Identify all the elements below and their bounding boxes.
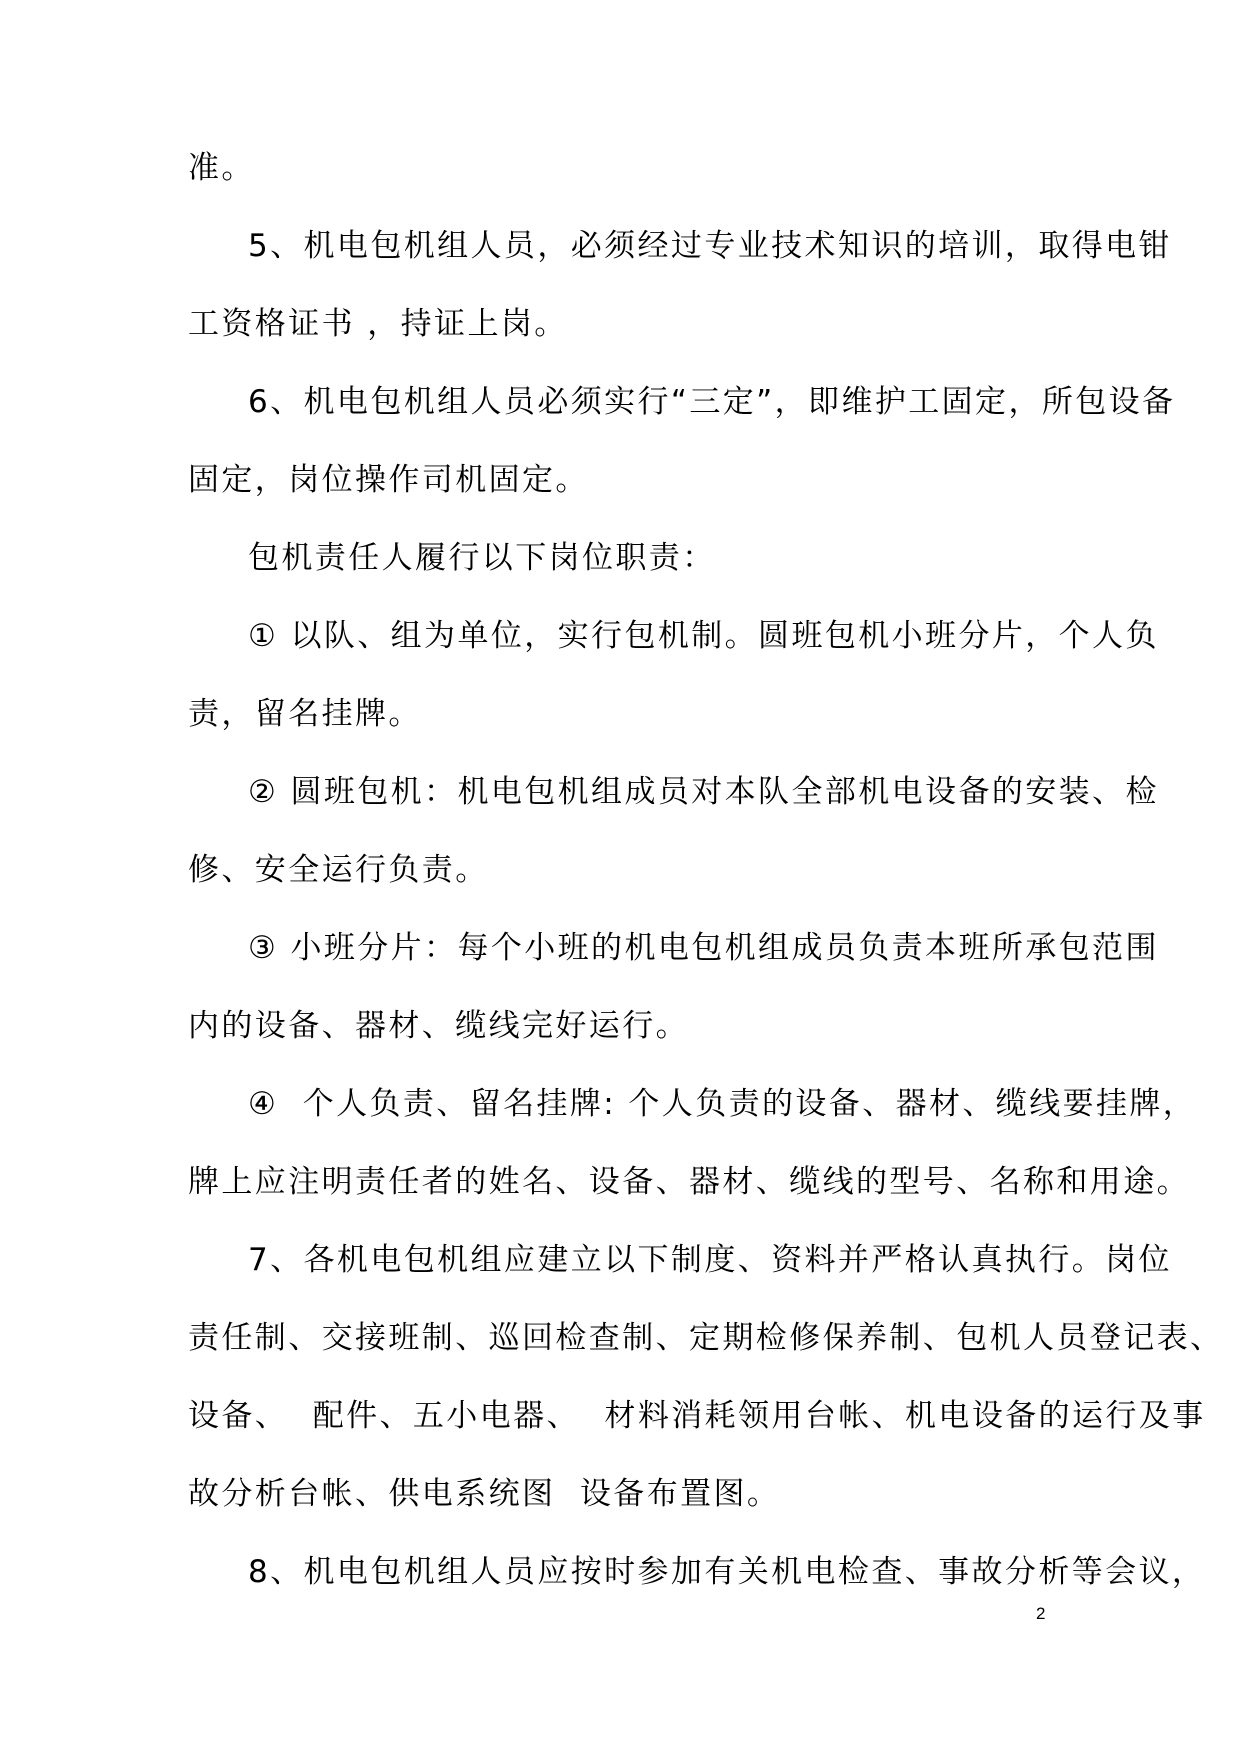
duty-1-line-2: 责，留名挂牌。 (188, 696, 422, 732)
duties-heading: 包机责任人履行以下岗位职责： (248, 540, 716, 576)
duty-2-line-2: 修、安全运行负责。 (188, 852, 489, 888)
item-7-line-2: 责任制、交接班制、巡回检查制、定期检修保养制、包机人员登记表、 (188, 1320, 1224, 1356)
item-5-line-1: 5、机电包机组人员，必须经过专业技术知识的培训，取得电钳 (248, 228, 1172, 264)
item-6-line-1: 6、机电包机组人员必须实行“三定”，即维护工固定，所包设备 (248, 384, 1176, 420)
duty-3-line-2: 内的设备、器材、缆线完好运行。 (188, 1008, 689, 1044)
duty-4-line-2: 牌上应注明责任者的姓名、设备、器材、缆线的型号、名称和用途。 (188, 1164, 1190, 1200)
item-5-line-2: 工资格证书 ，持证上岗。 (188, 306, 568, 342)
item-7-line-1: 7、各机电包机组应建立以下制度、资料并严格认真执行。岗位 (248, 1242, 1172, 1278)
item-8-line-1: 8、机电包机组人员应按时参加有关机电检查、事故分析等会议， (248, 1554, 1206, 1590)
duty-2-line-1: ② 圆班包机：机电包机组成员对本队全部机电设备的安装、检 (248, 774, 1159, 810)
item-6-line-2: 固定，岗位操作司机固定。 (188, 462, 589, 498)
duty-1-line-1: ① 以队、组为单位，实行包机制。圆班包机小班分片，个人负 (248, 618, 1159, 654)
page-number: 2 (1036, 1604, 1046, 1623)
item-7-line-4: 故分析台帐、供电系统图 设备布置图。 (188, 1476, 781, 1512)
duty-3-line-1: ③ 小班分片：每个小班的机电包机组成员负责本班所承包范围 (248, 930, 1159, 966)
item-7-line-3: 设备、 配件、五小电器、 材料消耗领用台帐、机电设备的运行及事 (188, 1398, 1206, 1434)
text-line: 准。 (188, 150, 255, 186)
duty-4-line-1: ④ 个人负责、留名挂牌: 个人负责的设备、器材、缆线要挂牌， (248, 1086, 1197, 1122)
